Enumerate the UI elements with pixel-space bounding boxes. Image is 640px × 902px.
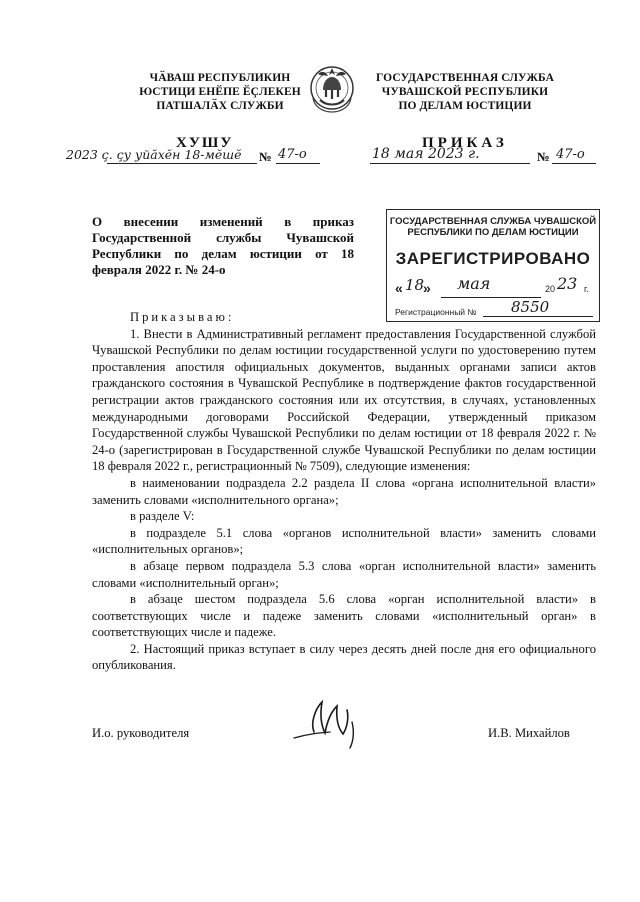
body-paragraph: в абзаце первом подраздела 5.3 слова «орган исполнительной власти» заменить словами «исполнительный орган»; [92, 558, 596, 590]
header-left-line: ЧӐВАШ РЕСПУБЛИКИН [149, 72, 291, 84]
handwritten-date-russian: 18 мая 2023 г. [372, 146, 480, 162]
stamp-year-prefix: 20 [545, 284, 556, 294]
stamp-year: 23 [557, 274, 578, 293]
stamp-line: ГОСУДАРСТВЕННАЯ СЛУЖБА ЧУВАШСКОЙ [389, 216, 597, 227]
body-paragraph: в разделе V: [130, 509, 195, 524]
date-underline [370, 163, 530, 164]
header-left-line: ПАТШАЛӐХ СЛУЖБИ [156, 100, 284, 112]
chuvash-coat-of-arms-icon [304, 60, 360, 116]
header-left-ministry-name [120, 71, 320, 113]
stamp-header [387, 216, 599, 238]
header-right-line: ПО ДЕЛАМ ЮСТИЦИИ [398, 100, 532, 112]
stamp-quote-close: » [423, 280, 431, 296]
header-left-line: ЮСТИЦИ ЕНӖПЕ ӖҪЛЕКЕН [139, 86, 301, 98]
handwritten-number-chuvash: 47-о [278, 147, 307, 162]
number-label-chuvash: № [259, 150, 272, 164]
signatory-name: И.В. Михайлов [488, 726, 570, 740]
stamp-year-suffix: г. [584, 284, 589, 294]
signatory-position: И.о. руководителя [92, 726, 190, 740]
doc-title-russian: ПРИКАЗ [422, 135, 508, 151]
registration-stamp [386, 209, 600, 322]
stamp-quote-open: « [395, 280, 403, 296]
doc-title-chuvash: ХУШУ [176, 135, 234, 151]
handwritten-signature [290, 692, 370, 752]
header-right-line: ЧУВАШСКОЙ РЕСПУБЛИКИ [381, 86, 549, 98]
body-paragraph: 1. Внести в Административный регламент предоставления Государственной службой Чувашской Республики по делам юстиции государственной услуги по удостоверению путем проставления апостиля официальных документов, выданных органами записи актов гражданского состояния в Чувашской Республике в подтверждение фактов государственной регистрации актов гражданского состояния или их отсутствия, в случаях, установленных международными договорами Российской Федерации, утвержденный приказом Государственной службы Чувашской Республики по делам юстиции от 18 февраля 2022 г. № 24-о (зарегистрирован в Государственной службе Чувашской Республики по делам юстиции 18 февраля 2022 г., регистрационный № 7509), следующие изменения: [92, 326, 596, 474]
stamp-reg-number: 8550 [511, 298, 550, 316]
body-paragraph: в подразделе 5.1 слова «органов исполнительной власти» заменить словами «исполнительных органов»; [92, 525, 596, 557]
body-paragraph: в наименовании подраздела 2.2 раздела II слова «органа исполнительной власти» заменить словами «исполнительного органа»; [92, 475, 596, 507]
stamp-registered-text: ЗАРЕГИСТРИРОВАНО [395, 249, 591, 268]
header-right-line: ГОСУДАРСТВЕННАЯ СЛУЖБА [376, 72, 554, 84]
handwritten-date-chuvash: 2023 ҫ. ҫу уйӑхӗн 18-мӗшӗ [66, 147, 242, 162]
stamp-line: РЕСПУБЛИКИ ПО ДЕЛАМ ЮСТИЦИИ [407, 227, 579, 238]
stamp-reg-label: Регистрационный № [395, 307, 477, 317]
document-subject: О внесении изменений в приказ Государственной службы Чувашской Республики по делам юстиции от 18 февраля 2022 г. № 24-о [92, 214, 354, 277]
date-underline [107, 163, 257, 164]
stamp-day: 18 [405, 276, 425, 294]
number-underline [552, 163, 596, 164]
document-body [92, 309, 596, 674]
body-paragraph: в абзаце шестом подраздела 5.6 слова «орган исполнительной власти» в соответствующих числе и падеже заменить словами «исполнительный орган» в соответствующих числе и падеже. [92, 592, 596, 640]
body-paragraph: 2. Настоящий приказ вступает в силу через десять дней после дня его официального опубликования. [92, 641, 596, 673]
number-label-russian: № [537, 150, 550, 164]
header-right-ministry-name [365, 71, 565, 113]
stamp-month: мая [457, 274, 491, 293]
handwritten-number-russian: 47-о [556, 147, 585, 162]
body-intro: Приказываю: [130, 310, 235, 324]
number-underline [276, 163, 320, 164]
